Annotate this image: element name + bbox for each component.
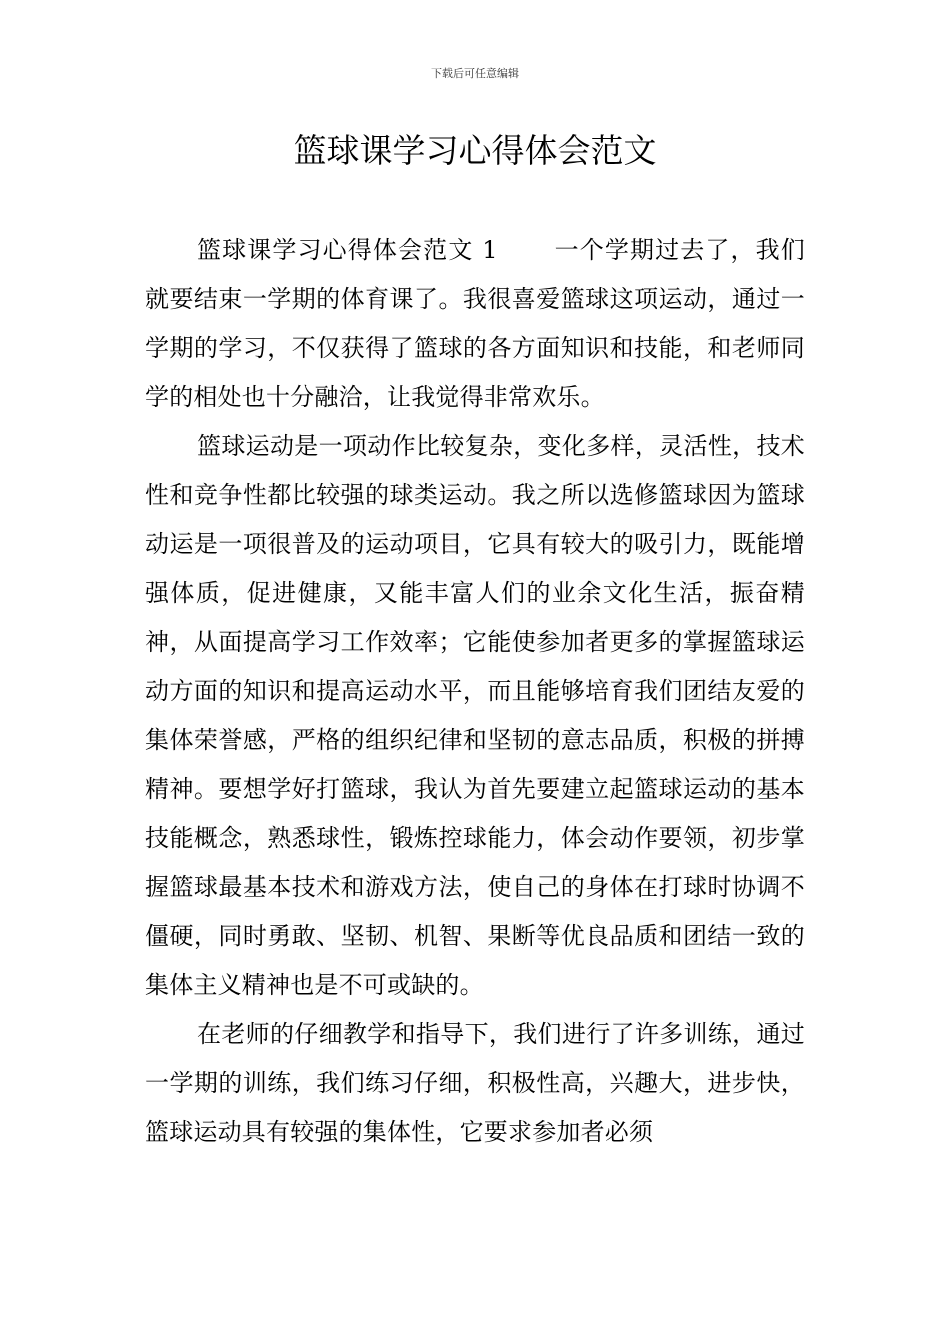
paragraph-1-text: 一个学期过去了，我们就要结束一学期的体育课了。我很喜爱篮球这项运动，通过一学期的学习，不仅获得了篮球的各方面知识和技能，和老师同学的相处也十分融洽，让我觉得非常欢乐。: [145, 236, 806, 411]
paragraph-1: [145, 226, 805, 422]
document-body: [145, 226, 805, 1157]
paragraph-1-lead: 篮球课学习心得体会范文 1: [197, 236, 498, 264]
paragraph-2: 篮球运动是一项动作比较复杂，变化多样，灵活性，技术性和竞争性都比较强的球类运动。我之所以选修篮球因为篮球动运是一项很普及的运动项目，它具有较大的吸引力，既能增强体质，促进健康，又能丰富人们的业余文化生活，振奋精神，从面提高学习工作效率；它能使参加者更多的掌握篮球运动方面的知识和提高运动水平，而且能够培育我们团结友爱的集体荣誉感，严格的组织纪律和坚韧的意志品质，积极的拼搏精神。要想学好打篮球，我认为首先要建立起篮球运动的基本技能概念，熟悉球性，锻炼控球能力，体会动作要领，初步掌握篮球最基本技术和游戏方法，使自己的身体在打球时协调不僵硬，同时勇敢、坚韧、机智、果断等优良品质和团结一致的集体主义精神也是不可或缺的。: [145, 432, 805, 999]
header-note: 下载后可任意编辑: [431, 67, 519, 80]
document-title: 篮球课学习心得体会范文: [293, 131, 657, 170]
paragraph-3: 在老师的仔细教学和指导下，我们进行了许多训练，通过一学期的训练，我们练习仔细，积极性高，兴趣大，进步快，篮球运动具有较强的集体性，它要求参加者必须: [145, 1020, 805, 1146]
